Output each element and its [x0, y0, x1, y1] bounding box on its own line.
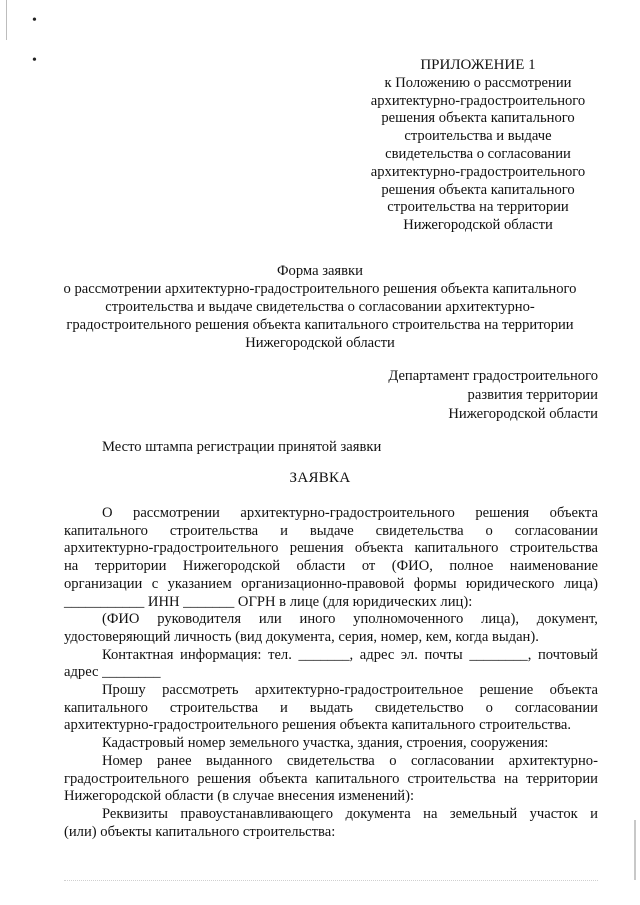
word: выдать	[309, 699, 353, 716]
word: о	[485, 699, 493, 716]
word: свидетельство	[374, 699, 464, 716]
word: строительства	[509, 540, 598, 557]
word: свидетельства	[286, 752, 375, 769]
word: наименование	[509, 558, 598, 575]
word: _______,	[298, 646, 354, 663]
word: земельный	[449, 805, 518, 822]
word: рассмотреть	[162, 682, 239, 699]
body-line: Нижегородской области (в случае внесения изменений):	[64, 788, 415, 805]
appendix-title: ПРИЛОЖЕНИЕ 1	[420, 57, 536, 73]
margin-mark: •	[32, 53, 37, 68]
word: организационно-правовой	[241, 575, 405, 592]
word: объекта	[549, 682, 598, 699]
word: строительства	[169, 699, 259, 716]
word: решения	[289, 540, 344, 557]
word: Контактная	[102, 646, 174, 663]
word: территории	[94, 558, 167, 575]
word: архитектурно-градостроительное	[254, 682, 464, 699]
document-title: ЗАЯВКА	[289, 470, 351, 486]
word: Нижегородской	[182, 558, 281, 575]
word: градостроительного	[64, 770, 190, 787]
word: или	[258, 611, 282, 628]
word: капитального	[414, 540, 499, 557]
word: согласовании	[410, 752, 495, 769]
word: на	[423, 805, 438, 822]
body-line	[64, 523, 598, 541]
word: территории	[526, 770, 598, 787]
word: капитального	[64, 522, 148, 539]
body-line: удостоверяющий личность (вид документа, серия, номер, кем, когда выдан).	[64, 628, 539, 645]
word: рассмотрении	[133, 505, 220, 521]
word: указанием	[167, 575, 232, 592]
body-line	[64, 540, 598, 558]
word: формы	[413, 575, 457, 592]
form-header	[62, 262, 578, 352]
word: архитектурно-градостроительного	[64, 540, 279, 557]
word: области	[296, 558, 346, 575]
word: капитального	[64, 699, 148, 716]
word: выдаче	[309, 522, 354, 539]
word: ранее	[157, 752, 192, 769]
word: строительства	[169, 522, 259, 539]
scan-bottom-rule	[64, 880, 598, 882]
word: согласовании	[514, 522, 598, 539]
body-line	[64, 771, 598, 789]
word: адрес	[359, 646, 395, 663]
word: Номер	[102, 752, 143, 769]
word: объекта	[549, 505, 598, 521]
addressee-line: развития территории	[467, 387, 598, 403]
word: правоустанавливающего	[180, 805, 334, 822]
form-header-line: о рассмотрении архитектурно-градостроительного решения объекта капитального	[63, 281, 577, 297]
word: свидетельства	[375, 522, 464, 539]
word: о	[485, 522, 493, 539]
body-line	[64, 753, 598, 771]
word: юридического	[465, 575, 555, 592]
form-header-line: градостроительного решения объекта капитального строительства на территории	[66, 317, 574, 333]
word: решение	[479, 682, 534, 699]
word: почты	[424, 646, 463, 663]
body-line: Кадастровый номер земельного участка, здания, строения, сооружения:	[102, 735, 549, 752]
word: на	[503, 770, 519, 787]
word: участок	[529, 805, 578, 822]
word: документ,	[536, 611, 598, 628]
word: организации	[64, 575, 143, 592]
form-header-line: строительства и выдаче свидетельства о согласовании архитектурно-	[105, 299, 535, 315]
word: решения	[197, 770, 252, 787]
word: лица),	[481, 611, 519, 628]
word: выданного	[206, 752, 273, 769]
form-header-title: Форма заявки	[277, 263, 363, 279]
body-line: архитектурно-градостроительного решения объекта капитального строительства.	[64, 717, 572, 734]
body-line	[64, 611, 598, 629]
body-line	[64, 682, 598, 700]
word: Прошу	[102, 682, 146, 699]
stamp-placeholder: Место штампа регистрации принятой заявки	[102, 439, 382, 455]
addressee-line: Нижегородской области	[448, 406, 598, 422]
word: и	[280, 522, 288, 539]
appendix-line: Нижегородской области	[403, 217, 553, 234]
word: от	[361, 558, 376, 575]
form-header-line: Нижегородской области	[245, 335, 395, 351]
word: и	[279, 699, 288, 716]
addressee-line: Департамент градостроительного	[388, 368, 598, 384]
appendix-line: решения объекта капитального	[381, 110, 575, 127]
word: О	[102, 505, 113, 521]
appendix-line: свидетельства о согласовании	[385, 145, 571, 162]
appendix-line: архитектурно-градостроительного	[370, 92, 586, 109]
margin-mark: •	[32, 13, 37, 28]
body-line	[64, 806, 598, 824]
word: архитектурно-градостроительного	[240, 505, 455, 521]
appendix-line: строительства на территории	[387, 199, 569, 216]
word: Реквизиты	[102, 805, 168, 822]
appendix-block	[340, 57, 616, 235]
appendix-line: к Положению о рассмотрении	[384, 74, 572, 91]
word: эл.	[400, 646, 418, 663]
word: объекта	[259, 770, 308, 787]
body-line	[64, 558, 598, 576]
word: с	[151, 575, 159, 592]
word: строительства	[407, 770, 496, 787]
body-line: ___________ ИНН _______ ОГРН в лице (для юридических лиц):	[64, 593, 473, 610]
word: согласовании	[514, 699, 598, 716]
word: решения	[475, 505, 530, 521]
word: информация:	[180, 646, 262, 663]
word: иного	[299, 611, 336, 628]
application-body	[64, 505, 598, 841]
word: полное	[449, 558, 494, 575]
word: капитального	[315, 770, 400, 787]
word: почтовый	[537, 646, 598, 663]
body-line	[64, 700, 598, 718]
appendix-line: строительства и выдаче	[404, 128, 552, 145]
word: лица)	[563, 575, 598, 592]
body-line	[64, 647, 598, 665]
body-line: адрес ________	[64, 664, 161, 681]
word: (ФИО	[102, 611, 140, 628]
word: (ФИО,	[391, 558, 433, 575]
scan-edge-speck	[634, 820, 636, 880]
appendix-line: решения объекта капитального	[381, 181, 575, 198]
word: тел.	[268, 646, 292, 663]
word: уполномоченного	[353, 611, 464, 628]
appendix-line: архитектурно-градостроительного	[370, 163, 586, 180]
word: ________,	[469, 646, 532, 663]
body-line: (или) объекты капитального строительства:	[64, 823, 336, 840]
word: и	[590, 805, 598, 822]
word: объекта	[354, 540, 404, 557]
word: документа	[345, 805, 411, 822]
word: о	[389, 752, 397, 769]
addressee-block	[340, 367, 598, 424]
word: руководителя	[157, 611, 242, 628]
scan-edge-line	[6, 0, 7, 40]
word: на	[64, 558, 79, 575]
body-line	[64, 505, 598, 523]
word: архитектурно-	[508, 752, 598, 769]
body-line	[64, 576, 598, 594]
